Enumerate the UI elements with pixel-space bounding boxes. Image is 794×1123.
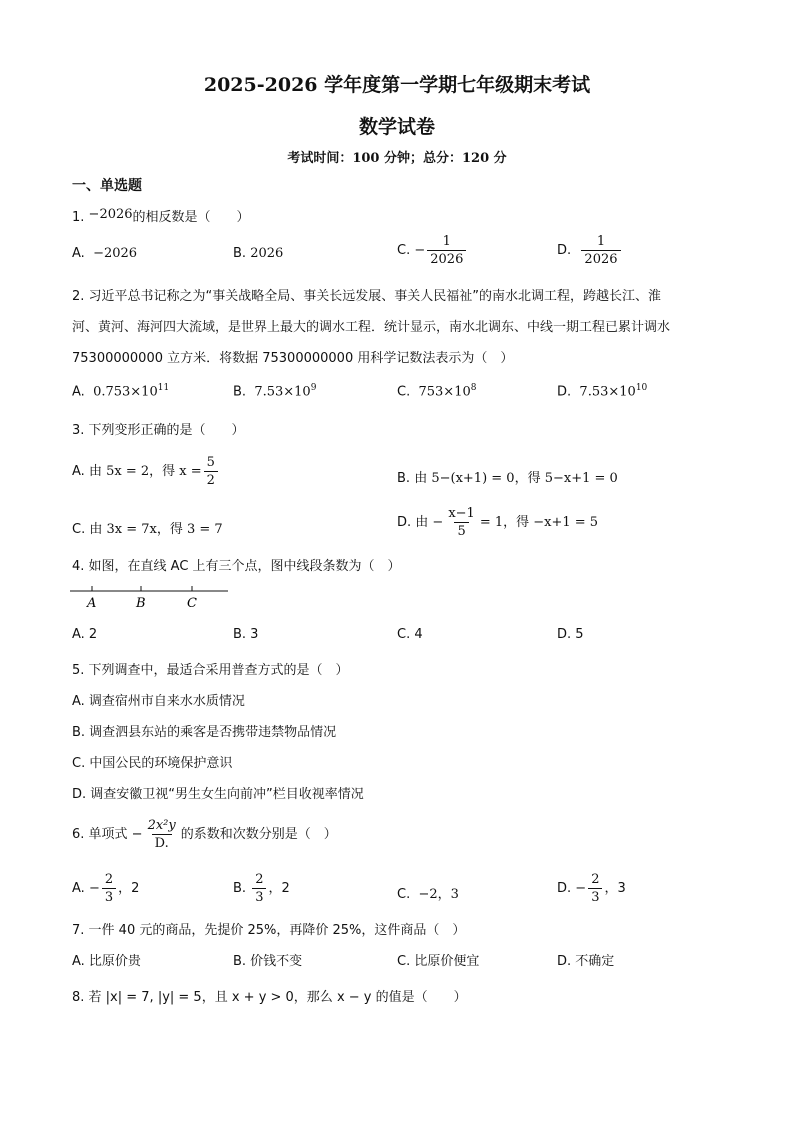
exam-subtitle: 数学试卷 bbox=[358, 116, 435, 138]
label-c: C bbox=[187, 596, 197, 611]
question-2-line-1: 2. 习近平总书记称之为“事关战略全局、事关长远发展、事关人民福祉”的南水北调工程，跨越长江、淮 bbox=[72, 289, 662, 304]
label-b: B bbox=[136, 596, 146, 611]
q2-option-b[interactable]: B. $7.53\times 10^9$ bbox=[233, 383, 317, 400]
fraction: $\frac{\text{2x²y}}{D.}$ bbox=[147, 818, 176, 851]
q3-option-c[interactable]: C. 由 3x = 7x，得 3 = 7 bbox=[72, 522, 223, 537]
q6-option-a[interactable]: A. − $\frac{2}{3}$ ，2 bbox=[72, 872, 140, 905]
q3-option-d[interactable]: D. 由 − $\frac{x-1}{5}$ = 1，得 −x+1 = 5 bbox=[397, 506, 599, 539]
question-number: 1. bbox=[72, 210, 85, 225]
question-2-line-3: 75300000000 立方米．将数据 75300000000 用科学记数法表示为（ ） bbox=[72, 351, 514, 366]
question-4: 4. 如图，在直线 AC 上有三个点，图中线段条数为（ ） bbox=[72, 559, 401, 574]
q5-option-a[interactable]: A. 调查宿州市自来水水质情况 bbox=[72, 694, 245, 709]
fraction: $\frac{5}{2}$ bbox=[204, 455, 218, 488]
q5-option-b[interactable]: B. 调查泗县东站的乘客是否携带违禁物品情况 bbox=[72, 725, 337, 740]
question-3: 3. 下列变形正确的是（ ） bbox=[72, 423, 245, 438]
q6-option-b[interactable]: B. $\frac{2}{3}$ ，2 bbox=[233, 872, 290, 905]
q3-option-b[interactable]: B. 由 5−(x+1) = 0，得 5−x+1 = 0 bbox=[397, 471, 618, 486]
fraction: $\frac{2}{3}$ bbox=[102, 872, 116, 905]
q7-option-c[interactable]: C. 比原价便宜 bbox=[397, 954, 480, 969]
fraction: $\frac{2}{3}$ bbox=[588, 872, 602, 905]
question-8: 8. 若 |x| = 7, |y| = 5，且 x + y > 0，那么 x − y 的值是（ ） bbox=[72, 990, 467, 1005]
math-expression: −2026 bbox=[88, 207, 133, 222]
q4-option-b[interactable]: B. 3 bbox=[233, 627, 259, 642]
exam-title: 2025-2026 学年度第一学期七年级期末考试 bbox=[203, 74, 591, 96]
label-a: A bbox=[87, 596, 97, 611]
q7-option-a[interactable]: A. 比原价贵 bbox=[72, 954, 141, 969]
q1-option-d[interactable]: D. $\frac{1}{2026}$ bbox=[557, 234, 623, 267]
fraction: $\frac{2}{3}$ bbox=[252, 872, 266, 905]
line-diagram bbox=[70, 584, 232, 612]
q4-option-d[interactable]: D. 5 bbox=[557, 627, 584, 642]
question-7: 7. 一件 40 元的商品，先提价 25%，再降价 25%，这件商品（ ） bbox=[72, 923, 466, 938]
q5-option-d[interactable]: D. 调查安徽卫视“男生女生向前冲”栏目收视率情况 bbox=[72, 787, 364, 802]
q6-option-c[interactable]: C. −2，3 bbox=[397, 887, 459, 902]
question-2-line-2: 河、黄河、海河四大流域，是世界上最大的调水工程．统计显示，南水北调东、中线一期工程已累计调水 bbox=[72, 320, 671, 335]
q2-option-c[interactable]: C. $753\times 10^8$ bbox=[397, 383, 477, 400]
q1-option-c[interactable]: C. − $\frac{1}{2026}$ bbox=[397, 234, 468, 267]
q1-option-b[interactable]: B. 2026 bbox=[233, 246, 284, 261]
q7-option-b[interactable]: B. 价钱不变 bbox=[233, 954, 303, 969]
fraction: $\frac{x-1}{5}$ bbox=[448, 506, 475, 539]
question-1 bbox=[72, 206, 250, 225]
q1-option-a[interactable]: A. −2026 bbox=[72, 246, 138, 261]
q7-option-d[interactable]: D. 不确定 bbox=[557, 954, 615, 969]
question-5: 5. 下列调查中，最适合采用普查方式的是（ ） bbox=[72, 663, 349, 678]
section-heading: 一、单选题 bbox=[72, 178, 142, 194]
q4-option-a[interactable]: A. 2 bbox=[72, 627, 98, 642]
fraction: $\frac{1}{2026}$ bbox=[427, 234, 466, 267]
q2-option-d[interactable]: D. $7.53\times 10^{10}$ bbox=[557, 383, 648, 400]
q6-option-d[interactable]: D. − $\frac{2}{3}$ ，3 bbox=[557, 872, 626, 905]
exam-info: 考试时间：100 分钟；总分：120 分 bbox=[287, 151, 507, 166]
fraction: $\frac{1}{2026}$ bbox=[581, 234, 620, 267]
q3-option-a[interactable]: A. 由 5x = 2，得 x = $\frac{5}{2}$ bbox=[72, 455, 220, 488]
q5-option-c[interactable]: C. 中国公民的环境保护意识 bbox=[72, 756, 233, 771]
q4-option-c[interactable]: C. 4 bbox=[397, 627, 423, 642]
question-6: 6. 单项式 − $\frac{\text{2x²y}}{D.}$ 的系数和次数分别是（ ） bbox=[72, 818, 337, 851]
question-stem: 的相反数是（ ） bbox=[132, 210, 250, 225]
q2-option-a[interactable]: A. $0.753\times 10^{11}$ bbox=[72, 383, 170, 400]
